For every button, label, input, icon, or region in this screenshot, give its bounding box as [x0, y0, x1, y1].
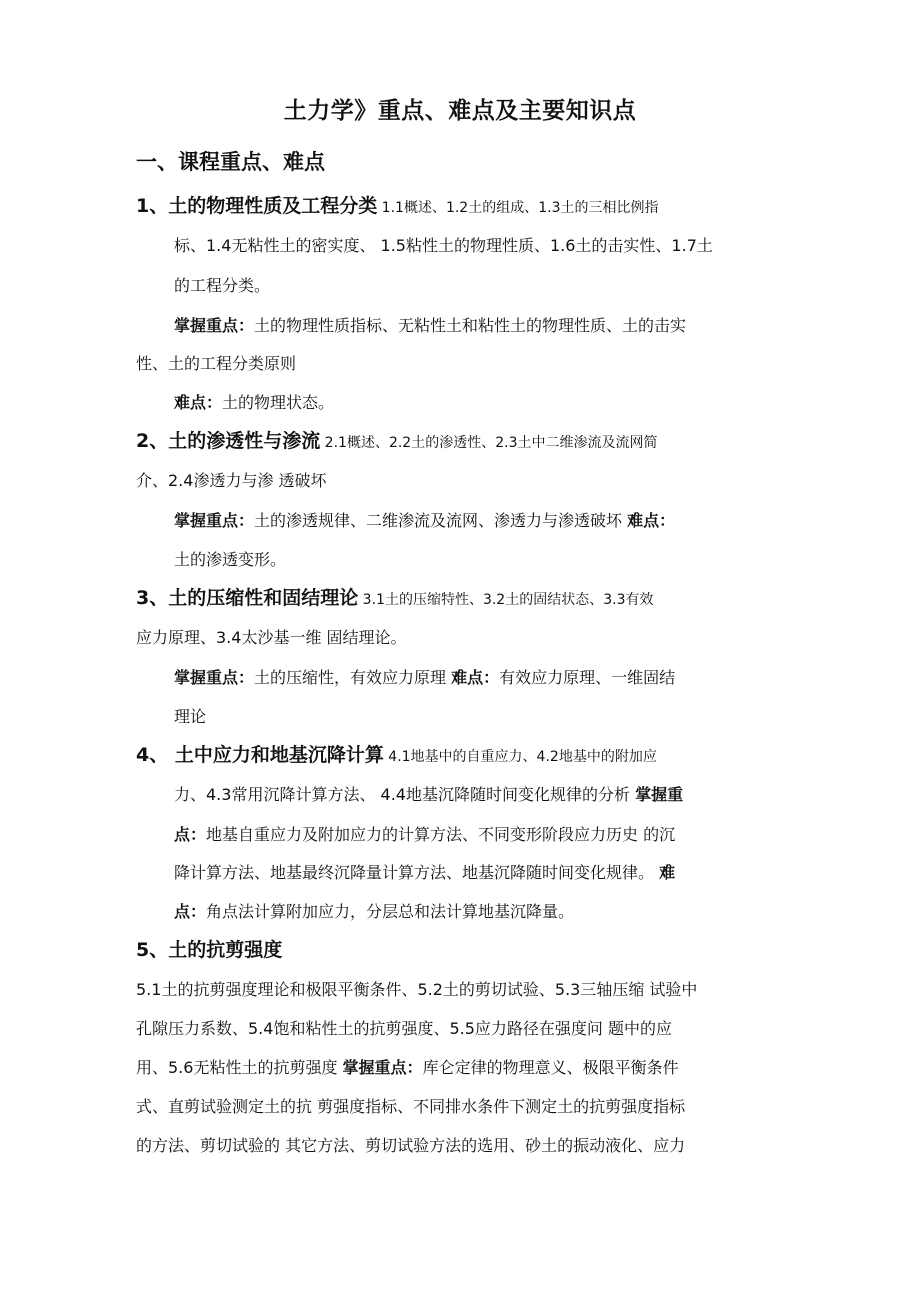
s1-line1 — [136, 194, 658, 220]
difficulty-label-cont: 点： — [174, 902, 207, 921]
key-text: 库仑定律的物理意义、极限平衡条件 — [422, 1058, 679, 1077]
difficulty-text: 角点法计算附加应力，分层总和法计算地基沉降量。 — [206, 902, 575, 921]
key-text-cont: 降计算方法、地基最终沉降量计算方法、地基沉降随时间变化规律。 — [174, 863, 660, 882]
s1-heading: 1、土的物理性质及工程分类 — [136, 195, 378, 217]
s4-line2 — [174, 783, 683, 807]
key-label: 掌握重点： — [174, 511, 255, 530]
s5-topics-cont: 用、5.6无粘性土的抗剪强度 — [136, 1058, 343, 1077]
difficulty-label: 难点： — [174, 393, 223, 412]
s5-line1: 5.1土的抗剪强度理论和极限平衡条件、5.2土的剪切试验、5.3三轴压缩 试验中 — [136, 980, 698, 999]
key-text: 土的渗透规律、二维渗流及流网、渗透力与渗透破坏 — [254, 511, 628, 530]
s2-line1 — [136, 429, 657, 455]
s5-heading-line — [136, 938, 282, 963]
key-label: 掌握重点： — [174, 668, 255, 687]
key-text: 地基自重应力及附加应力的计算方法、不同变形阶段应力历史 的沉 — [206, 825, 676, 844]
difficulty-text: 有效应力原理、一维固结 — [499, 668, 676, 687]
s1-key-line1 — [174, 314, 686, 338]
key-text: 土的物理性质指标、无粘性土和粘性土的物理性质、土的击实 — [254, 316, 687, 335]
s2-line2: 介、2.4渗透力与渗 透破坏 — [136, 471, 327, 490]
s5-line2: 孔隙压力系数、5.4饱和粘性土的抗剪强度、5.5应力路径在强度问 题中的应 — [136, 1019, 672, 1038]
key-label: 掌握重点： — [174, 316, 255, 335]
s2-topics: 2.1概述、2.2土的渗透性、2.3土中二维渗流及流网简 — [320, 435, 658, 451]
s3-topics: 3.1土的压缩特性、3.2土的固结状态、3.3有效 — [358, 592, 654, 608]
s2-key-line — [174, 509, 675, 533]
section-heading-1: 一、课程重点、难点 — [136, 150, 325, 174]
s1-key-line2: 性、土的工程分类原则 — [136, 354, 297, 373]
s1-difficulty — [174, 391, 334, 415]
s2-difficulty: 土的渗透变形。 — [174, 550, 287, 569]
s5-line4: 式、直剪试验测定土的抗 剪强度指标、不同排水条件下测定土的抗剪强度指标 — [136, 1097, 686, 1116]
s1-line2: 标、1.4无粘性土的密实度、 1.5粘性土的物理性质、1.6土的击实性、1.7土 — [174, 236, 713, 255]
s5-line5: 的方法、剪切试验的 其它方法、剪切试验方法的选用、砂土的振动液化、应力 — [136, 1136, 686, 1155]
key-label: 掌握重 — [635, 785, 684, 804]
s3-line1 — [136, 586, 653, 612]
key-label: 掌握重点： — [342, 1058, 423, 1077]
s5-line3 — [136, 1056, 679, 1080]
s3-line2: 应力原理、3.4太沙基一维 固结理论。 — [136, 628, 407, 647]
s2-heading: 2、土的渗透性与渗流 — [136, 430, 321, 452]
s4-topics: 4.1地基中的自重应力、4.2地基中的附加应 — [383, 749, 657, 765]
key-label-cont: 点： — [174, 825, 207, 844]
s4-line3 — [174, 823, 675, 847]
difficulty-label: 难点： — [627, 511, 676, 530]
document-title: 土力学》重点、难点及主要知识点 — [283, 98, 637, 124]
difficulty-text: 土的物理状态。 — [222, 393, 335, 412]
s1-topics: 1.1概述、1.2土的组成、1.3土的三相比例指 — [377, 200, 659, 216]
s4-line1 — [136, 743, 657, 769]
difficulty-label: 难点： — [451, 668, 500, 687]
s4-line4 — [174, 861, 675, 885]
s4-heading: 4、 土中应力和地基沉降计算 — [136, 744, 384, 766]
difficulty-label: 难 — [659, 863, 676, 882]
s3-key-line — [174, 666, 675, 690]
s3-difficulty-line2: 理论 — [174, 707, 207, 726]
s1-line3: 的工程分类。 — [174, 276, 271, 295]
s4-topics-cont: 力、4.3常用沉降计算方法、 4.4地基沉降随时间变化规律的分析 — [174, 785, 636, 804]
s3-heading: 3、土的压缩性和固结理论 — [136, 587, 359, 609]
s5-heading: 5、土的抗剪强度 — [136, 939, 283, 961]
s4-line5 — [174, 900, 574, 924]
key-text: 土的压缩性，有效应力原理 — [254, 668, 452, 687]
